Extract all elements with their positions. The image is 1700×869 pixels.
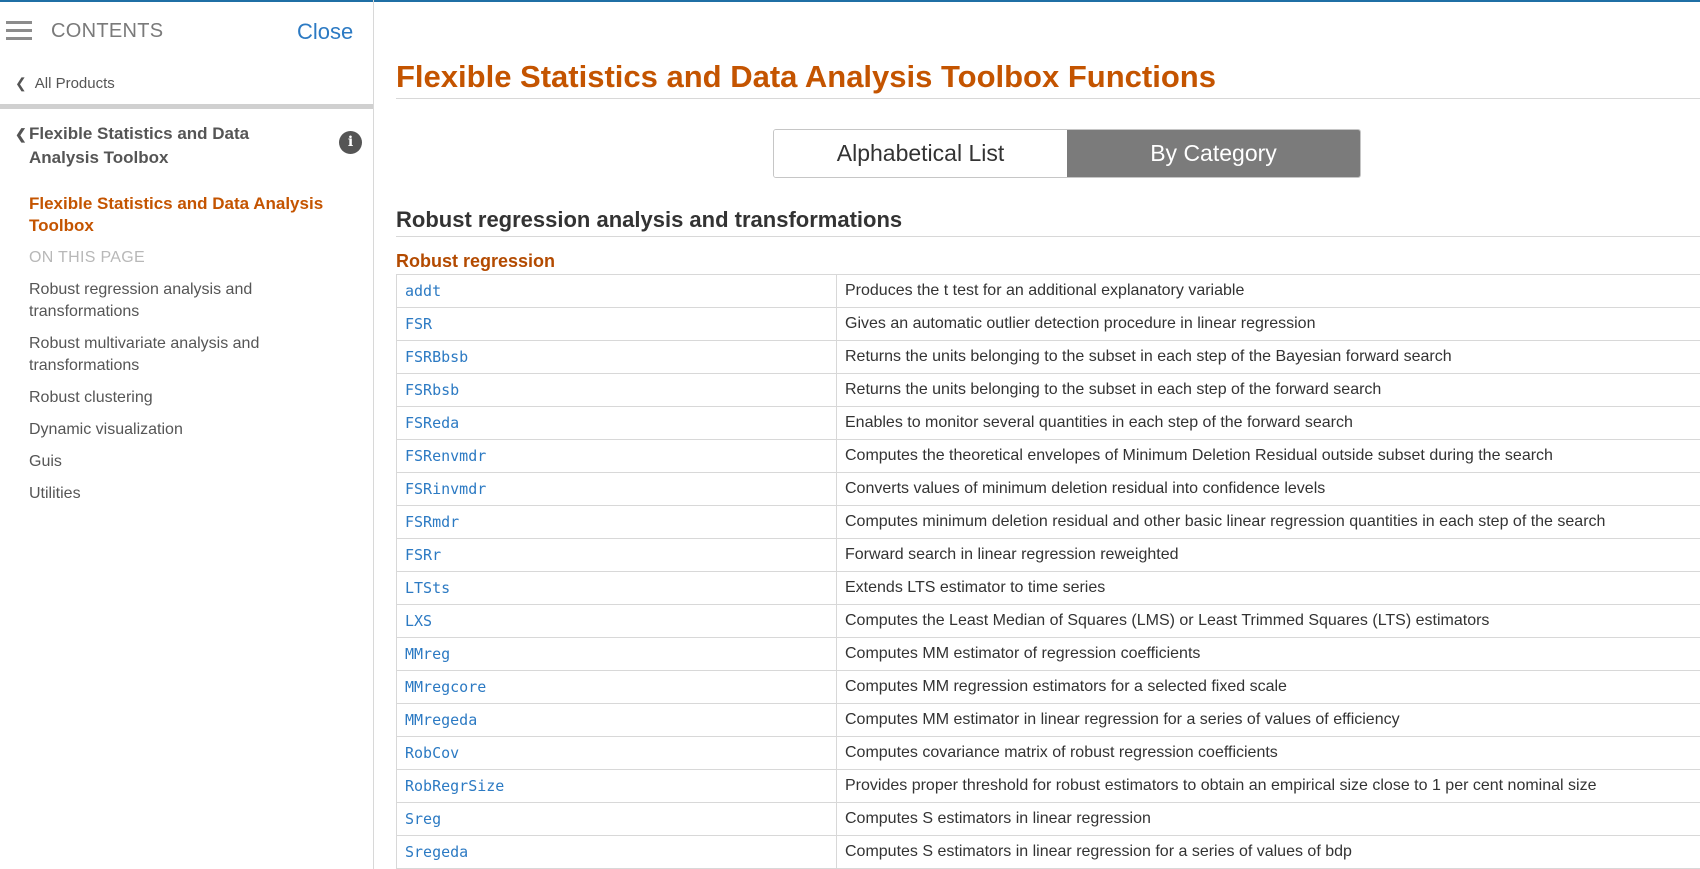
table-row — [397, 407, 1700, 440]
on-this-page-toc — [29, 279, 349, 515]
function-link[interactable]: LTSts — [397, 572, 837, 605]
function-description: Gives an automatic outlier detection procedure in linear regression — [837, 308, 1700, 341]
function-description: Computes S estimators in linear regression — [837, 803, 1700, 836]
function-description: Produces the t test for an additional explanatory variable — [837, 275, 1700, 308]
function-link[interactable]: FSRBbsb — [397, 341, 837, 374]
table-row — [397, 308, 1700, 341]
table-row — [397, 671, 1700, 704]
function-description: Computes minimum deletion residual and other basic linear regression quantities in each step of the search — [837, 506, 1700, 539]
table-row — [397, 803, 1700, 836]
main-content — [396, 0, 1700, 869]
function-description: Computes the Least Median of Squares (LMS) or Least Trimmed Squares (LTS) estimators — [837, 605, 1700, 638]
table-row — [397, 638, 1700, 671]
toc-item-utilities[interactable]: Utilities — [29, 485, 81, 502]
function-link[interactable]: FSR — [397, 308, 837, 341]
table-row — [397, 605, 1700, 638]
function-description: Computes MM estimator in linear regression for a series of values of efficiency — [837, 704, 1700, 737]
function-description: Forward search in linear regression reweighted — [837, 539, 1700, 572]
toc-item-robust-regression[interactable]: Robust regression analysis and transformations — [29, 281, 253, 320]
function-link[interactable]: MMregeda — [397, 704, 837, 737]
function-link[interactable]: RobRegrSize — [397, 770, 837, 803]
functions-table — [396, 274, 1700, 869]
table-row — [397, 539, 1700, 572]
function-description: Converts values of minimum deletion residual into confidence levels — [837, 473, 1700, 506]
info-icon[interactable]: i — [339, 131, 362, 154]
title-divider — [396, 98, 1700, 99]
function-link[interactable]: MMreg — [397, 638, 837, 671]
table-row — [397, 341, 1700, 374]
view-toggle — [773, 129, 1361, 178]
table-row — [397, 473, 1700, 506]
toolbox-label: Flexible Statistics and Data Analysis Toolbox — [29, 124, 250, 167]
table-row — [397, 572, 1700, 605]
function-description: Computes S estimators in linear regression for a series of values of bdp — [837, 836, 1700, 869]
close-button[interactable]: Close — [297, 19, 354, 44]
table-row — [397, 374, 1700, 407]
function-description: Computes MM estimator of regression coefficients — [837, 638, 1700, 671]
function-description: Returns the units belonging to the subset in each step of the Bayesian forward search — [837, 341, 1700, 374]
table-row — [397, 836, 1700, 869]
function-link[interactable]: FSRmdr — [397, 506, 837, 539]
contents-label: CONTENTS — [51, 20, 164, 42]
toc-item-dynamic-visualization[interactable]: Dynamic visualization — [29, 421, 183, 438]
toc-item-robust-multivariate[interactable]: Robust multivariate analysis and transformations — [29, 335, 260, 374]
function-description: Returns the units belonging to the subset in each step of the forward search — [837, 374, 1700, 407]
table-row — [397, 275, 1700, 308]
table-row — [397, 704, 1700, 737]
chevron-left-icon: ❮ — [15, 75, 27, 91]
function-link[interactable]: FSReda — [397, 407, 837, 440]
function-link[interactable]: MMregcore — [397, 671, 837, 704]
function-link[interactable]: FSRbsb — [397, 374, 837, 407]
on-this-page-label: ON THIS PAGE — [29, 249, 145, 266]
function-link[interactable]: RobCov — [397, 737, 837, 770]
function-description: Computes MM regression estimators for a selected fixed scale — [837, 671, 1700, 704]
function-link[interactable]: LXS — [397, 605, 837, 638]
alphabetical-list-button[interactable]: Alphabetical List — [774, 130, 1067, 177]
table-row — [397, 770, 1700, 803]
page-title: Flexible Statistics and Data Analysis Toolbox Functions — [396, 59, 1216, 94]
table-row — [397, 440, 1700, 473]
function-description: Provides proper threshold for robust estimators to obtain an empirical size close to 1 per cent nominal size — [837, 770, 1700, 803]
toc-item-guis[interactable]: Guis — [29, 453, 62, 470]
function-description: Extends LTS estimator to time series — [837, 572, 1700, 605]
function-link[interactable]: addt — [397, 275, 837, 308]
function-link[interactable]: Sregeda — [397, 836, 837, 869]
function-link[interactable]: FSRr — [397, 539, 837, 572]
by-category-button[interactable]: By Category — [1067, 130, 1360, 177]
sidebar-divider — [0, 104, 373, 109]
function-link[interactable]: FSRenvmdr — [397, 440, 837, 473]
function-link[interactable]: FSRinvmdr — [397, 473, 837, 506]
section-divider — [396, 236, 1700, 237]
toc-item-robust-clustering[interactable]: Robust clustering — [29, 389, 153, 406]
function-link[interactable]: Sreg — [397, 803, 837, 836]
table-row — [397, 506, 1700, 539]
function-description: Computes covariance matrix of robust regression coefficients — [837, 737, 1700, 770]
table-row — [397, 737, 1700, 770]
current-page-link[interactable]: Flexible Statistics and Data Analysis Toolbox — [29, 194, 324, 235]
function-description: Enables to monitor several quantities in each step of the forward search — [837, 407, 1700, 440]
toolbox-back-link[interactable] — [15, 122, 315, 170]
section-heading: Robust regression analysis and transformations — [396, 207, 903, 232]
hamburger-menu-icon[interactable] — [6, 21, 32, 41]
function-description: Computes the theoretical envelopes of Minimum Deletion Residual outside subset during the search — [837, 440, 1700, 473]
subsection-heading: Robust regression — [396, 251, 556, 271]
sidebar-header — [0, 0, 373, 64]
all-products-label: All Products — [34, 75, 115, 92]
all-products-link[interactable] — [15, 75, 115, 92]
contents-sidebar — [0, 0, 374, 869]
chevron-left-icon: ❮ — [15, 126, 27, 142]
